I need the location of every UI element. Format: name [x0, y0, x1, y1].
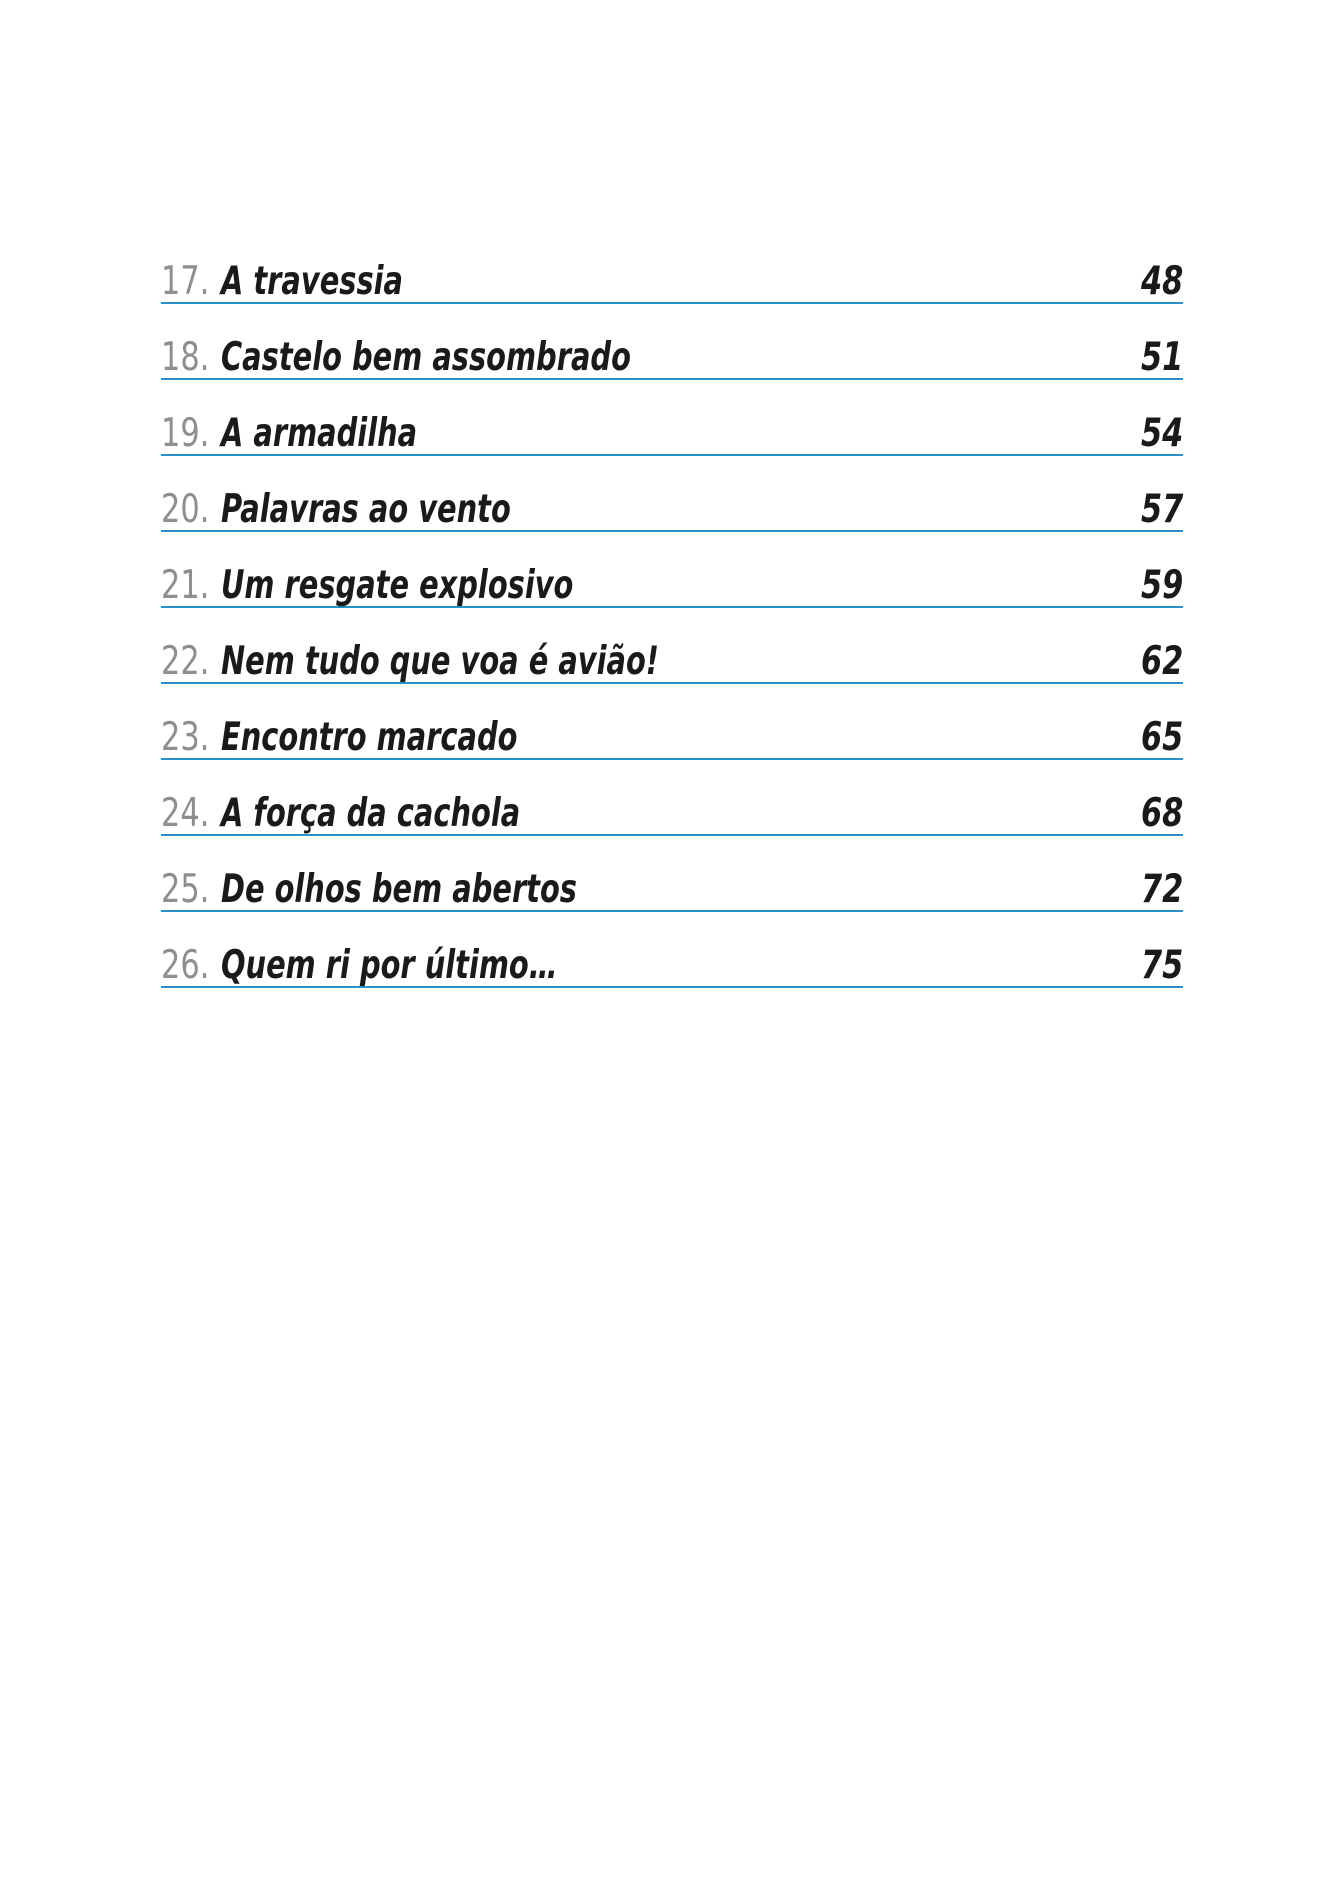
toc-entry-24[interactable] [161, 760, 1183, 836]
toc-entry-number: 24. [161, 791, 210, 836]
toc-entry-title: A travessia [221, 259, 404, 304]
toc-entry-page: 65 [1140, 715, 1183, 760]
toc-entry-19[interactable] [161, 380, 1183, 456]
toc-entry-title: De olhos bem abertos [221, 867, 577, 912]
toc-entry-number: 21. [161, 563, 210, 608]
toc-entry-number: 22. [161, 639, 210, 684]
toc-entry-18[interactable] [161, 304, 1183, 380]
toc-entry-number: 20. [161, 487, 210, 532]
toc-entry-23[interactable] [161, 684, 1183, 760]
toc-entry-25[interactable] [161, 836, 1183, 912]
toc-entry-number: 23. [161, 715, 210, 760]
toc-entry-title: Palavras ao vento [221, 487, 511, 532]
toc-entry-number: 18. [161, 335, 210, 380]
toc-entry-title: Um resgate explosivo [221, 563, 574, 608]
toc-entry-number: 25. [161, 867, 210, 912]
toc-entry-title: A força da cachola [221, 791, 521, 836]
toc-entry-22[interactable] [161, 608, 1183, 684]
toc-entry-page: 68 [1140, 791, 1183, 836]
toc-entry-number: 19. [161, 411, 210, 456]
toc-entry-page: 48 [1140, 259, 1183, 304]
toc-entry-26[interactable] [161, 912, 1183, 988]
toc-entry-page: 62 [1140, 639, 1183, 684]
toc-entry-page: 57 [1140, 487, 1183, 532]
toc-entry-title: Quem ri por último… [221, 943, 558, 988]
toc-entry-title: A armadilha [221, 411, 418, 456]
toc-entry-title: Castelo bem assombrado [221, 335, 631, 380]
toc-entry-number: 17. [161, 259, 210, 304]
toc-entry-17[interactable] [161, 228, 1183, 304]
table-of-contents [161, 228, 1183, 988]
toc-entry-page: 51 [1140, 335, 1183, 380]
toc-entry-title: Nem tudo que voa é avião! [221, 639, 659, 684]
toc-entry-page: 75 [1140, 943, 1183, 988]
toc-entry-20[interactable] [161, 456, 1183, 532]
toc-entry-21[interactable] [161, 532, 1183, 608]
toc-entry-title: Encontro marcado [221, 715, 518, 760]
toc-entry-page: 54 [1140, 411, 1183, 456]
toc-entry-number: 26. [161, 943, 210, 988]
toc-entry-page: 72 [1140, 867, 1183, 912]
toc-entry-page: 59 [1140, 563, 1183, 608]
